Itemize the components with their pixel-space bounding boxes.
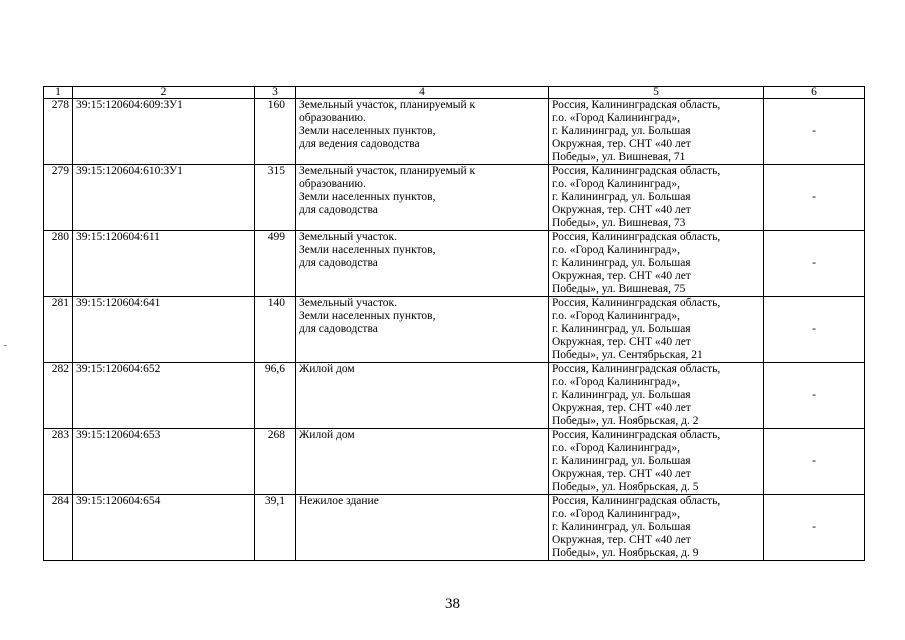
column-header: 1	[44, 87, 73, 99]
area-value: 160	[255, 99, 296, 165]
object-description: Земельный участок. Земли населенных пунктов, для садоводства	[296, 297, 549, 363]
area-value: 268	[255, 429, 296, 495]
row-number: 279	[44, 165, 73, 231]
table-row	[44, 429, 865, 495]
column-header: 5	[549, 87, 764, 99]
area-value: 140	[255, 297, 296, 363]
row-number: 281	[44, 297, 73, 363]
row-number: 282	[44, 363, 73, 429]
column-header: 3	[255, 87, 296, 99]
object-address: Россия, Калининградская область, г.о. «Город Калининград», г. Калининград, ул. Большая Окружная, тер. СНТ «40 лет Победы», ул. Вишневая, 71	[549, 99, 764, 165]
note-value: -	[764, 231, 865, 297]
note-value: -	[764, 99, 865, 165]
header-row	[44, 87, 865, 99]
area-value: 39,1	[255, 495, 296, 561]
column-header: 6	[764, 87, 865, 99]
table-row	[44, 495, 865, 561]
row-number: 280	[44, 231, 73, 297]
cadastral-number: 39:15:120604:641	[73, 297, 255, 363]
object-address: Россия, Калининградская область, г.о. «Город Калининград», г. Калининград, ул. Большая Окружная, тер. СНТ «40 лет Победы», ул. Сентябрьская, 21	[549, 297, 764, 363]
area-value: 96,6	[255, 363, 296, 429]
margin-mark	[4, 345, 7, 346]
cadastral-number: 39:15:120604:609:ЗУ1	[73, 99, 255, 165]
property-table	[43, 86, 865, 561]
table-row	[44, 99, 865, 165]
table-row	[44, 231, 865, 297]
note-value: -	[764, 429, 865, 495]
object-address: Россия, Калининградская область, г.о. «Город Калининград», г. Калининград, ул. Большая Окружная, тер. СНТ «40 лет Победы», ул. Вишневая, 73	[549, 165, 764, 231]
row-number: 284	[44, 495, 73, 561]
object-address: Россия, Калининградская область, г.о. «Город Калининград», г. Калининград, ул. Большая Окружная, тер. СНТ «40 лет Победы», ул. Ноябрьская, д. 9	[549, 495, 764, 561]
cadastral-number: 39:15:120604:610:ЗУ1	[73, 165, 255, 231]
cadastral-number: 39:15:120604:652	[73, 363, 255, 429]
cadastral-number: 39:15:120604:654	[73, 495, 255, 561]
cadastral-number: 39:15:120604:653	[73, 429, 255, 495]
cadastral-number: 39:15:120604:611	[73, 231, 255, 297]
object-description: Земельный участок, планируемый к образованию. Земли населенных пунктов, для ведения садоводства	[296, 99, 549, 165]
page-number: 38	[445, 596, 460, 612]
column-header: 4	[296, 87, 549, 99]
column-header: 2	[73, 87, 255, 99]
table-row	[44, 363, 865, 429]
note-value: -	[764, 363, 865, 429]
object-description: Жилой дом	[296, 363, 549, 429]
row-number: 283	[44, 429, 73, 495]
object-address: Россия, Калининградская область, г.о. «Город Калининград», г. Калининград, ул. Большая Окружная, тер. СНТ «40 лет Победы», ул. Вишневая, 75	[549, 231, 764, 297]
object-description: Жилой дом	[296, 429, 549, 495]
object-address: Россия, Калининградская область, г.о. «Город Калининград», г. Калининград, ул. Большая Окружная, тер. СНТ «40 лет Победы», ул. Ноябрьская, д. 5	[549, 429, 764, 495]
table-row	[44, 165, 865, 231]
area-value: 499	[255, 231, 296, 297]
object-description: Земельный участок, планируемый к образованию. Земли населенных пунктов, для садоводства	[296, 165, 549, 231]
row-number: 278	[44, 99, 73, 165]
object-description: Нежилое здание	[296, 495, 549, 561]
table-row	[44, 297, 865, 363]
object-description: Земельный участок. Земли населенных пунктов, для садоводства	[296, 231, 549, 297]
note-value: -	[764, 297, 865, 363]
area-value: 315	[255, 165, 296, 231]
object-address: Россия, Калининградская область, г.о. «Город Калининград», г. Калининград, ул. Большая Окружная, тер. СНТ «40 лет Победы», ул. Ноябрьская, д. 2	[549, 363, 764, 429]
note-value: -	[764, 495, 865, 561]
note-value: -	[764, 165, 865, 231]
